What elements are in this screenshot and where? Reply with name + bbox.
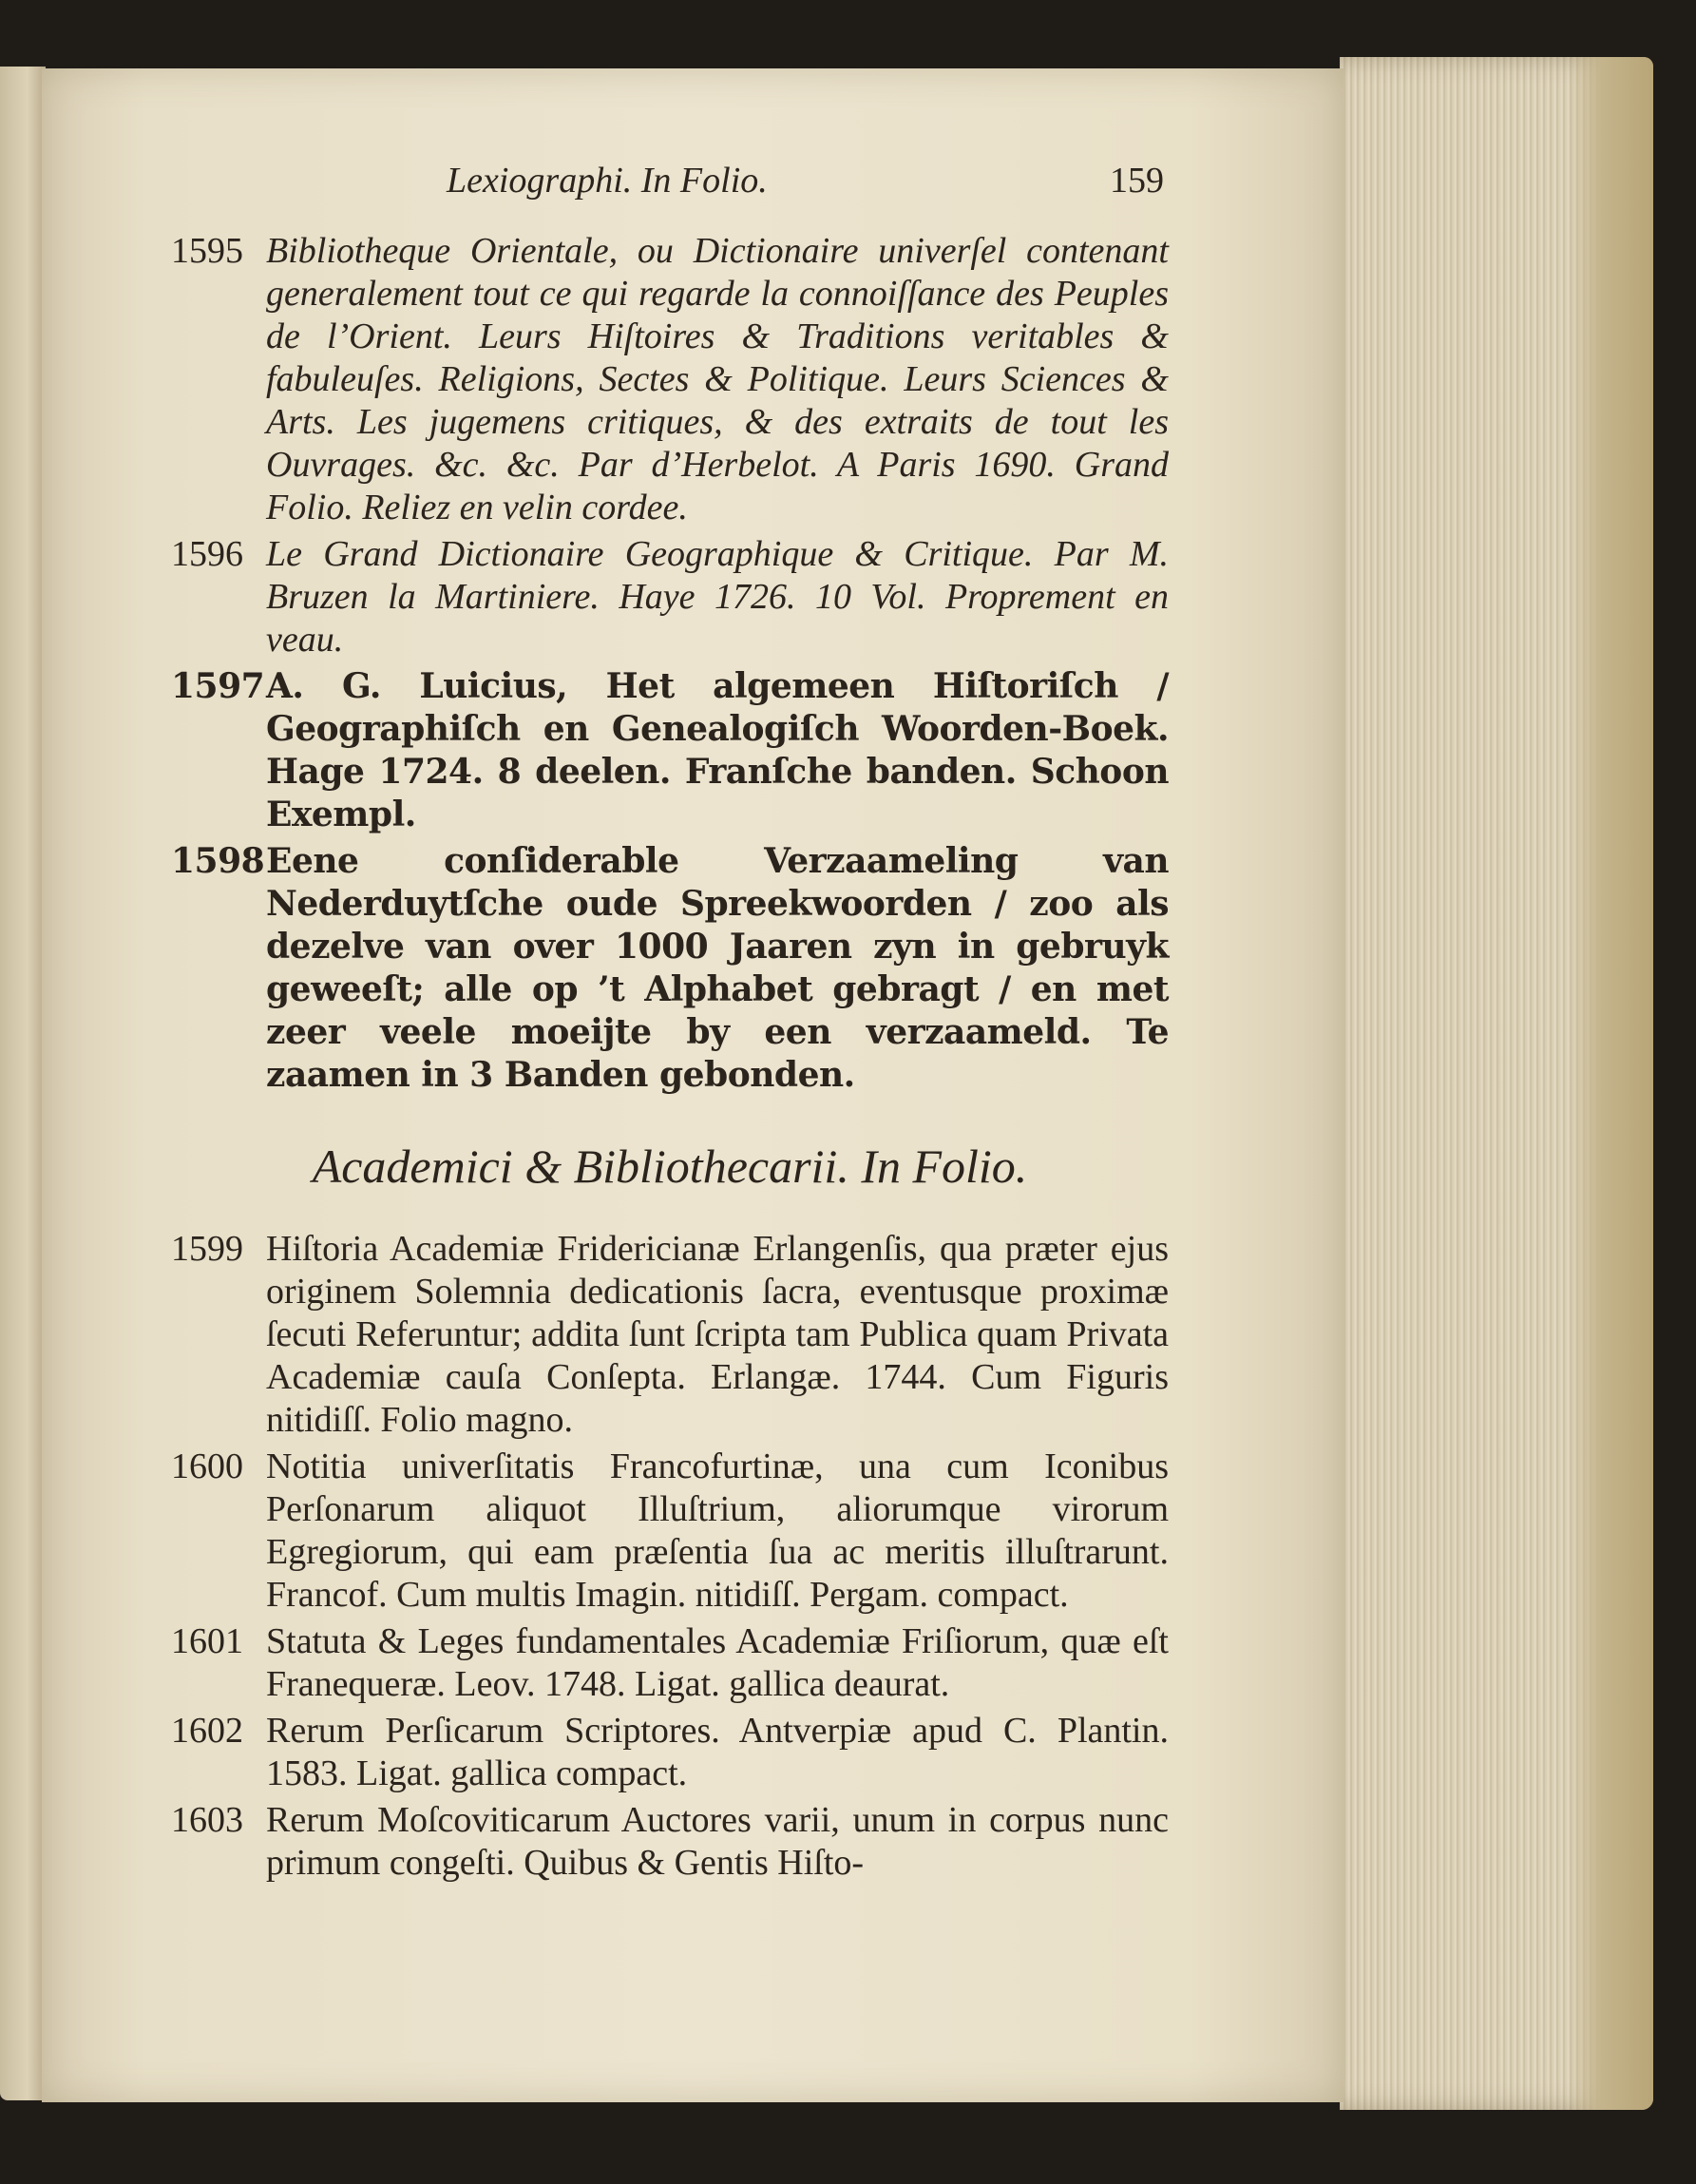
running-head [171,160,1169,217]
entry-text: Hiſtoria Academiæ Fridericianæ Erlangenſis, qua præter ejus originem Solemnia dedicationis ſacra, eventusque proximæ ſecuti Referuntur; addita ſunt ſcripta tam Publica quam Privata Academiæ cauſa Conſepta. Erlangæ. 1744. Cum Figuris nitidiſſ. Folio magno. [266,1229,1169,1440]
catalogue-entry-1602 [171,1710,1169,1795]
catalogue-entry-1603 [171,1799,1169,1885]
entry-number: 1602 [171,1711,243,1751]
entry-number: 1599 [171,1229,243,1269]
entry-text: A. G. Luicius, Het algemeen Hiſtoriſch / Geographiſch en Genealogiſch Woorden-Boek. Hage 1724. 8 deelen. Franſche banden. Schoon Exempl. [266,666,1169,834]
catalogue-entry-1598 [171,840,1169,1097]
catalogue-entry-1601 [171,1620,1169,1706]
catalogue-entry-1600 [171,1446,1169,1617]
entry-text: Bibliotheque Orientale, ou Dictionaire univerſel contenant generalement tout ce qui regarde la connoiſſance des Peuples de l’Orient. Leurs Hiſtoires & Traditions veritables & fabuleuſes. Religions, Sectes & Politique. Leurs Sciences & Arts. Les jugemens critiques, & des extraits de tout les Ouvrages. &c. &c. Par d’Herbelot. A Paris 1690. Grand Folio. Reliez en velin cordee. [266,231,1169,527]
entry-number: 1603 [171,1800,243,1840]
page-number: 159 [1110,161,1164,201]
catalogue-entry-1596 [171,533,1169,661]
page-text [171,160,1169,1888]
entry-text: Rerum Perſicarum Scriptores. Antverpiæ apud C. Plantin. 1583. Ligat. gallica compact. [266,1711,1169,1793]
entry-text: Eene conſiderable Verzaameling van Nederduytſche oude Spreekwoorden / zoo als dezelve van over 1000 Jaaren zyn in gebruyk geweeſt; alle op ’t Alphabet gebragt / en met zeer veele moeijte by een verzaameld. Te zaamen in 3 Banden gebonden. [266,841,1169,1095]
entry-text: Le Grand Dictionaire Geographique & Critique. Par M. Bruzen la Martiniere. Haye 1726. 10 Vol. Proprement en veau. [266,534,1169,660]
catalogue-entry-1597 [171,665,1169,836]
left-page-edge [0,67,46,2100]
entry-text: Statuta & Leges fundamentales Academiæ Friſiorum, quæ eſt Franequeræ. Leov. 1748. Ligat. gallica deaurat. [266,1621,1169,1704]
catalogue-entry-1599 [171,1228,1169,1442]
section-heading: Academici & Bibliothecarii. In Folio. [312,1140,1028,1193]
entry-number: 1595 [171,231,243,271]
page-block-edge [1340,57,1653,2110]
entry-text: Rerum Moſcoviticarum Auctores varii, unum in corpus nunc primum congeſti. Quibus & Gentis Hiſto- [266,1800,1169,1883]
entry-number: 1598 [171,841,265,881]
running-head-title: Lexiographi. In Folio. [447,161,768,201]
entry-number: 1600 [171,1446,243,1486]
entry-number: 1597 [171,666,265,706]
entry-text: Notitia univerſitatis Francofurtinæ, una cum Iconibus Perſonarum aliquot Illuſtrium, aliorumque virorum Egregiorum, qui eam præſentia ſua ac meritis illuſtrarunt. Francof. Cum multis Imagin. nitidiſſ. Pergam. compact. [266,1446,1169,1615]
catalogue-entry-1595 [171,230,1169,529]
entry-number: 1601 [171,1621,243,1661]
entry-number: 1596 [171,534,243,574]
